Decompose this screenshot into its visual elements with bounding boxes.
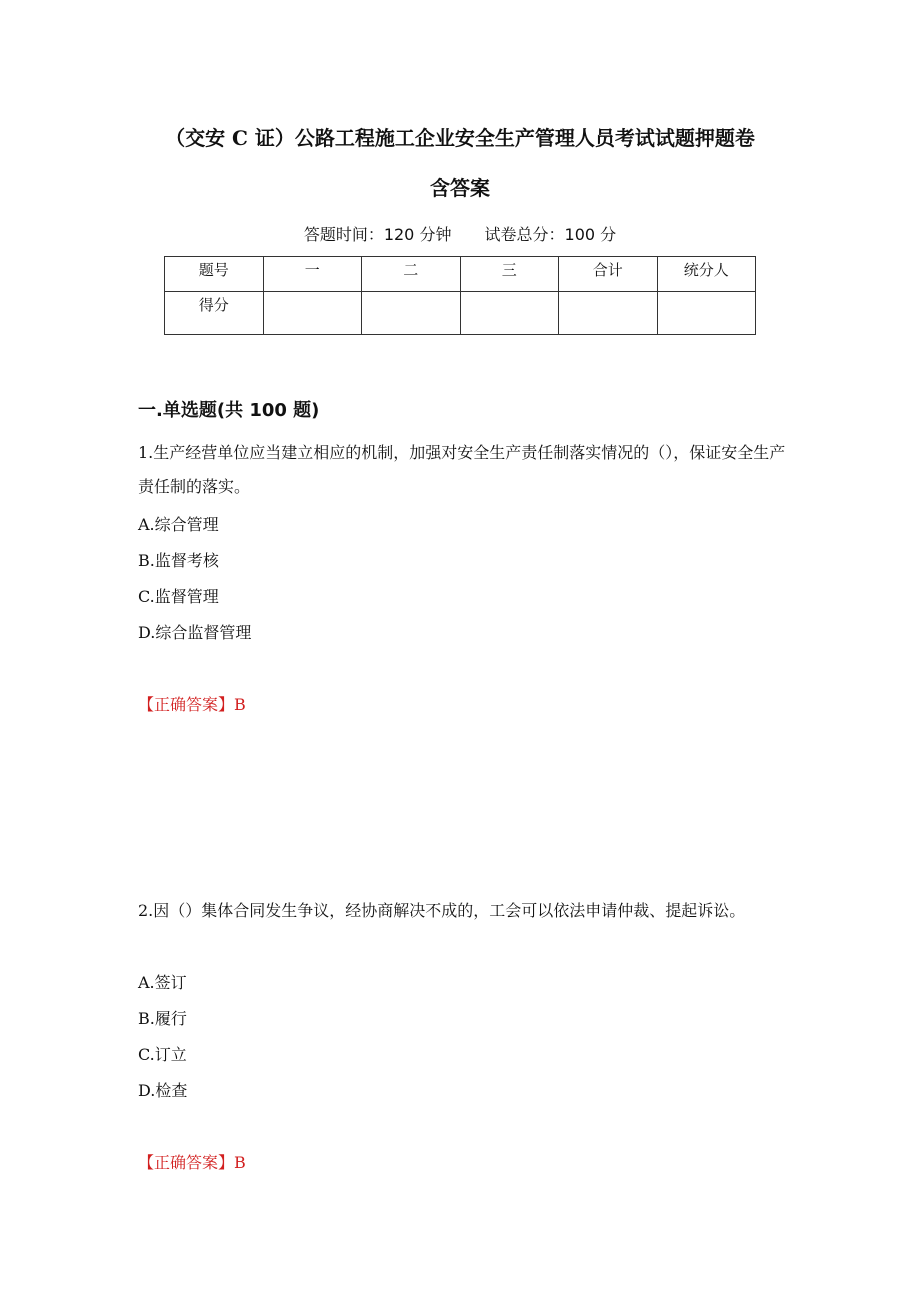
- score-header-cell: 一: [263, 257, 362, 292]
- question-option: A.签订: [138, 973, 187, 992]
- score-cell: [657, 292, 756, 335]
- question-option: A.综合管理: [138, 515, 219, 534]
- question-option: B.履行: [138, 1009, 187, 1028]
- score-table-header-row: [165, 257, 756, 292]
- score-row-label: 得分: [165, 292, 264, 335]
- score-cell: [460, 292, 559, 335]
- score-header-cell: 三: [460, 257, 559, 292]
- question-option: C.监督管理: [138, 587, 219, 606]
- exam-meta: [0, 222, 920, 245]
- question-option: D.检查: [138, 1081, 188, 1100]
- score-header-cell: 二: [362, 257, 461, 292]
- question-stem: 1.生产经营单位应当建立相应的机制，加强对安全生产责任制落实情况的（），保证安全生产责任制的落实。: [138, 443, 786, 496]
- score-header-cell: 合计: [559, 257, 658, 292]
- score-cell: [559, 292, 658, 335]
- score-table: [164, 256, 756, 335]
- question-option: D.综合监督管理: [138, 623, 252, 642]
- score-table-score-row: [165, 292, 756, 335]
- correct-answer: 【正确答案】B: [138, 695, 246, 714]
- exam-time: 答题时间：120 分钟: [303, 225, 452, 244]
- document-title-line1: （交安 C 证）公路工程施工企业安全生产管理人员考试试题押题卷: [165, 126, 755, 150]
- score-header-cell: 统分人: [657, 257, 756, 292]
- question-option: C.订立: [138, 1045, 187, 1064]
- section-title: 一.单选题(共 100 题): [138, 400, 320, 421]
- correct-answer: 【正确答案】B: [138, 1153, 246, 1172]
- exam-total-score: 试卷总分：100 分: [484, 225, 617, 244]
- question-option: B.监督考核: [138, 551, 219, 570]
- score-header-cell: 题号: [165, 257, 264, 292]
- question-stem: 2.因（）集体合同发生争议，经协商解决不成的，工会可以依法申请仲裁、提起诉讼。: [138, 901, 746, 920]
- document-title-line2: 含答案: [430, 176, 490, 200]
- score-cell: [263, 292, 362, 335]
- score-cell: [362, 292, 461, 335]
